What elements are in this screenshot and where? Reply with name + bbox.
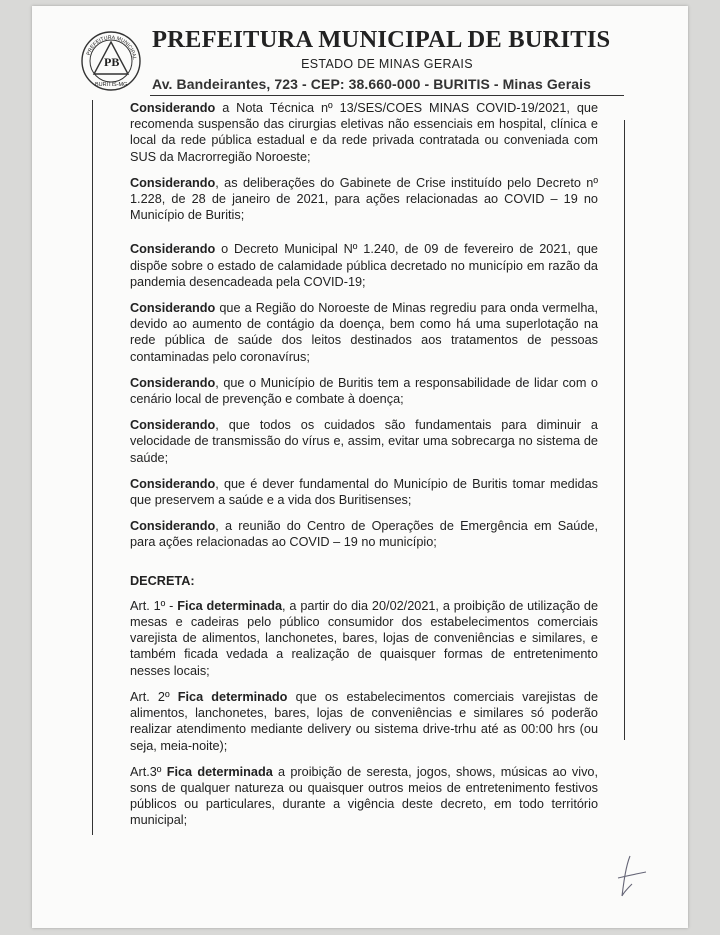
- page-title: PREFEITURA MUNICIPAL DE BURITIS: [152, 26, 611, 53]
- header-divider: [150, 95, 624, 96]
- considerando-paragraph: Considerando, as deliberações do Gabinete de Crise instituído pelo Decreto nº 1.228, de 28 de janeiro de 2021, para ações relacionadas ao COVID – 19 no Município de Buritis;: [130, 175, 598, 223]
- article-paragraph: Art.3º Fica determinada a proibição de seresta, jogos, shows, músicas ao vivo, sons de qualquer natureza ou quaisquer outros meios de entretenimento festivos públicos ou particulares, durante a vigência deste decreto, em todo território municipal;: [130, 764, 599, 828]
- considerando-paragraph: Considerando, a reunião do Centro de Operações de Emergência em Saúde, para ações relacionadas ao COVID – 19 no município;: [130, 519, 598, 550]
- article-paragraph: Art. 1º - Fica determinada, a partir do dia 20/02/2021, a proibição de utilização de mesas e cadeiras pelo público consumidor dos estabelecimentos comerciais varejista de alimentos, lanchonetes, bares, lojas de conveniências e similares, e também ficada vedada a realização de quaisquer formas de entretenimento nesses locais;: [130, 598, 599, 678]
- article-paragraph: Art. 2º Fica determinado que os estabelecimentos comerciais varejistas de alimentos, lanchonetes, bares, lojas de conveniências e similares só poderão realizar atendimento mediante delivery ou sistema drive-trhu até as 00:00 hrs (ou seja, meia-noite);: [130, 689, 598, 753]
- considerando-paragraph: Considerando, que é dever fundamental do Município de Buritis tomar medidas que preservem a saúde e a vida dos Buritisenses;: [130, 476, 598, 508]
- considerando-paragraph: Considerando, que o Município de Buritis tem a responsabilidade de lidar com o cenário local de prevenção e combate à doença;: [130, 375, 598, 407]
- considerando-paragraph: Considerando o Decreto Municipal Nº 1.240, de 09 de fevereiro de 2021, que dispõe sobre o estado de calamidade pública decretado no município em razão da pandemia desencadeada pela COVID-19;: [130, 242, 598, 289]
- svg-text:PREFEITURA MUNICIPAL: PREFEITURA MUNICIPAL: [85, 34, 137, 61]
- address-line: Av. Bandeirantes, 723 - CEP: 38.660-000 - BURITIS - Minas Gerais: [152, 76, 592, 92]
- municipal-seal-icon: [80, 30, 142, 92]
- left-margin-line: [92, 100, 93, 835]
- svg-text:BURITIS-MG: BURITIS-MG: [95, 82, 128, 88]
- considerando-paragraph: Considerando, que todos os cuidados são fundamentais para diminuir a velocidade de transmissão do vírus e, assim, evitar uma sobrecarga no sistema de saúde;: [130, 418, 598, 465]
- right-margin-line: [624, 120, 625, 740]
- state-subtitle: ESTADO DE MINAS GERAIS: [301, 57, 473, 71]
- signature-initial-icon: [612, 852, 652, 902]
- document-body: [130, 100, 598, 839]
- considerando-paragraph: Considerando que a Região do Noroeste de Minas regrediu para onda vermelha, devido ao aumento de contágio da doença, bem como há uma superlotação na rede pública de saúde dos leitos destinados aos tratamentos de pessoas contaminadas pelo coronavírus;: [130, 301, 598, 364]
- decreta-heading: DECRETA:: [130, 573, 195, 588]
- svg-text:PB: PB: [104, 55, 120, 69]
- considerando-paragraph: Considerando a Nota Técnica nº 13/SES/COES MINAS COVID-19/2021, que recomenda suspensão das cirurgias eletivas não essenciais em hospital, clínica e local da rede pública estadual e da rede privada contratada ou conveniada com SUS da Macrorregião Noroeste;: [130, 101, 598, 164]
